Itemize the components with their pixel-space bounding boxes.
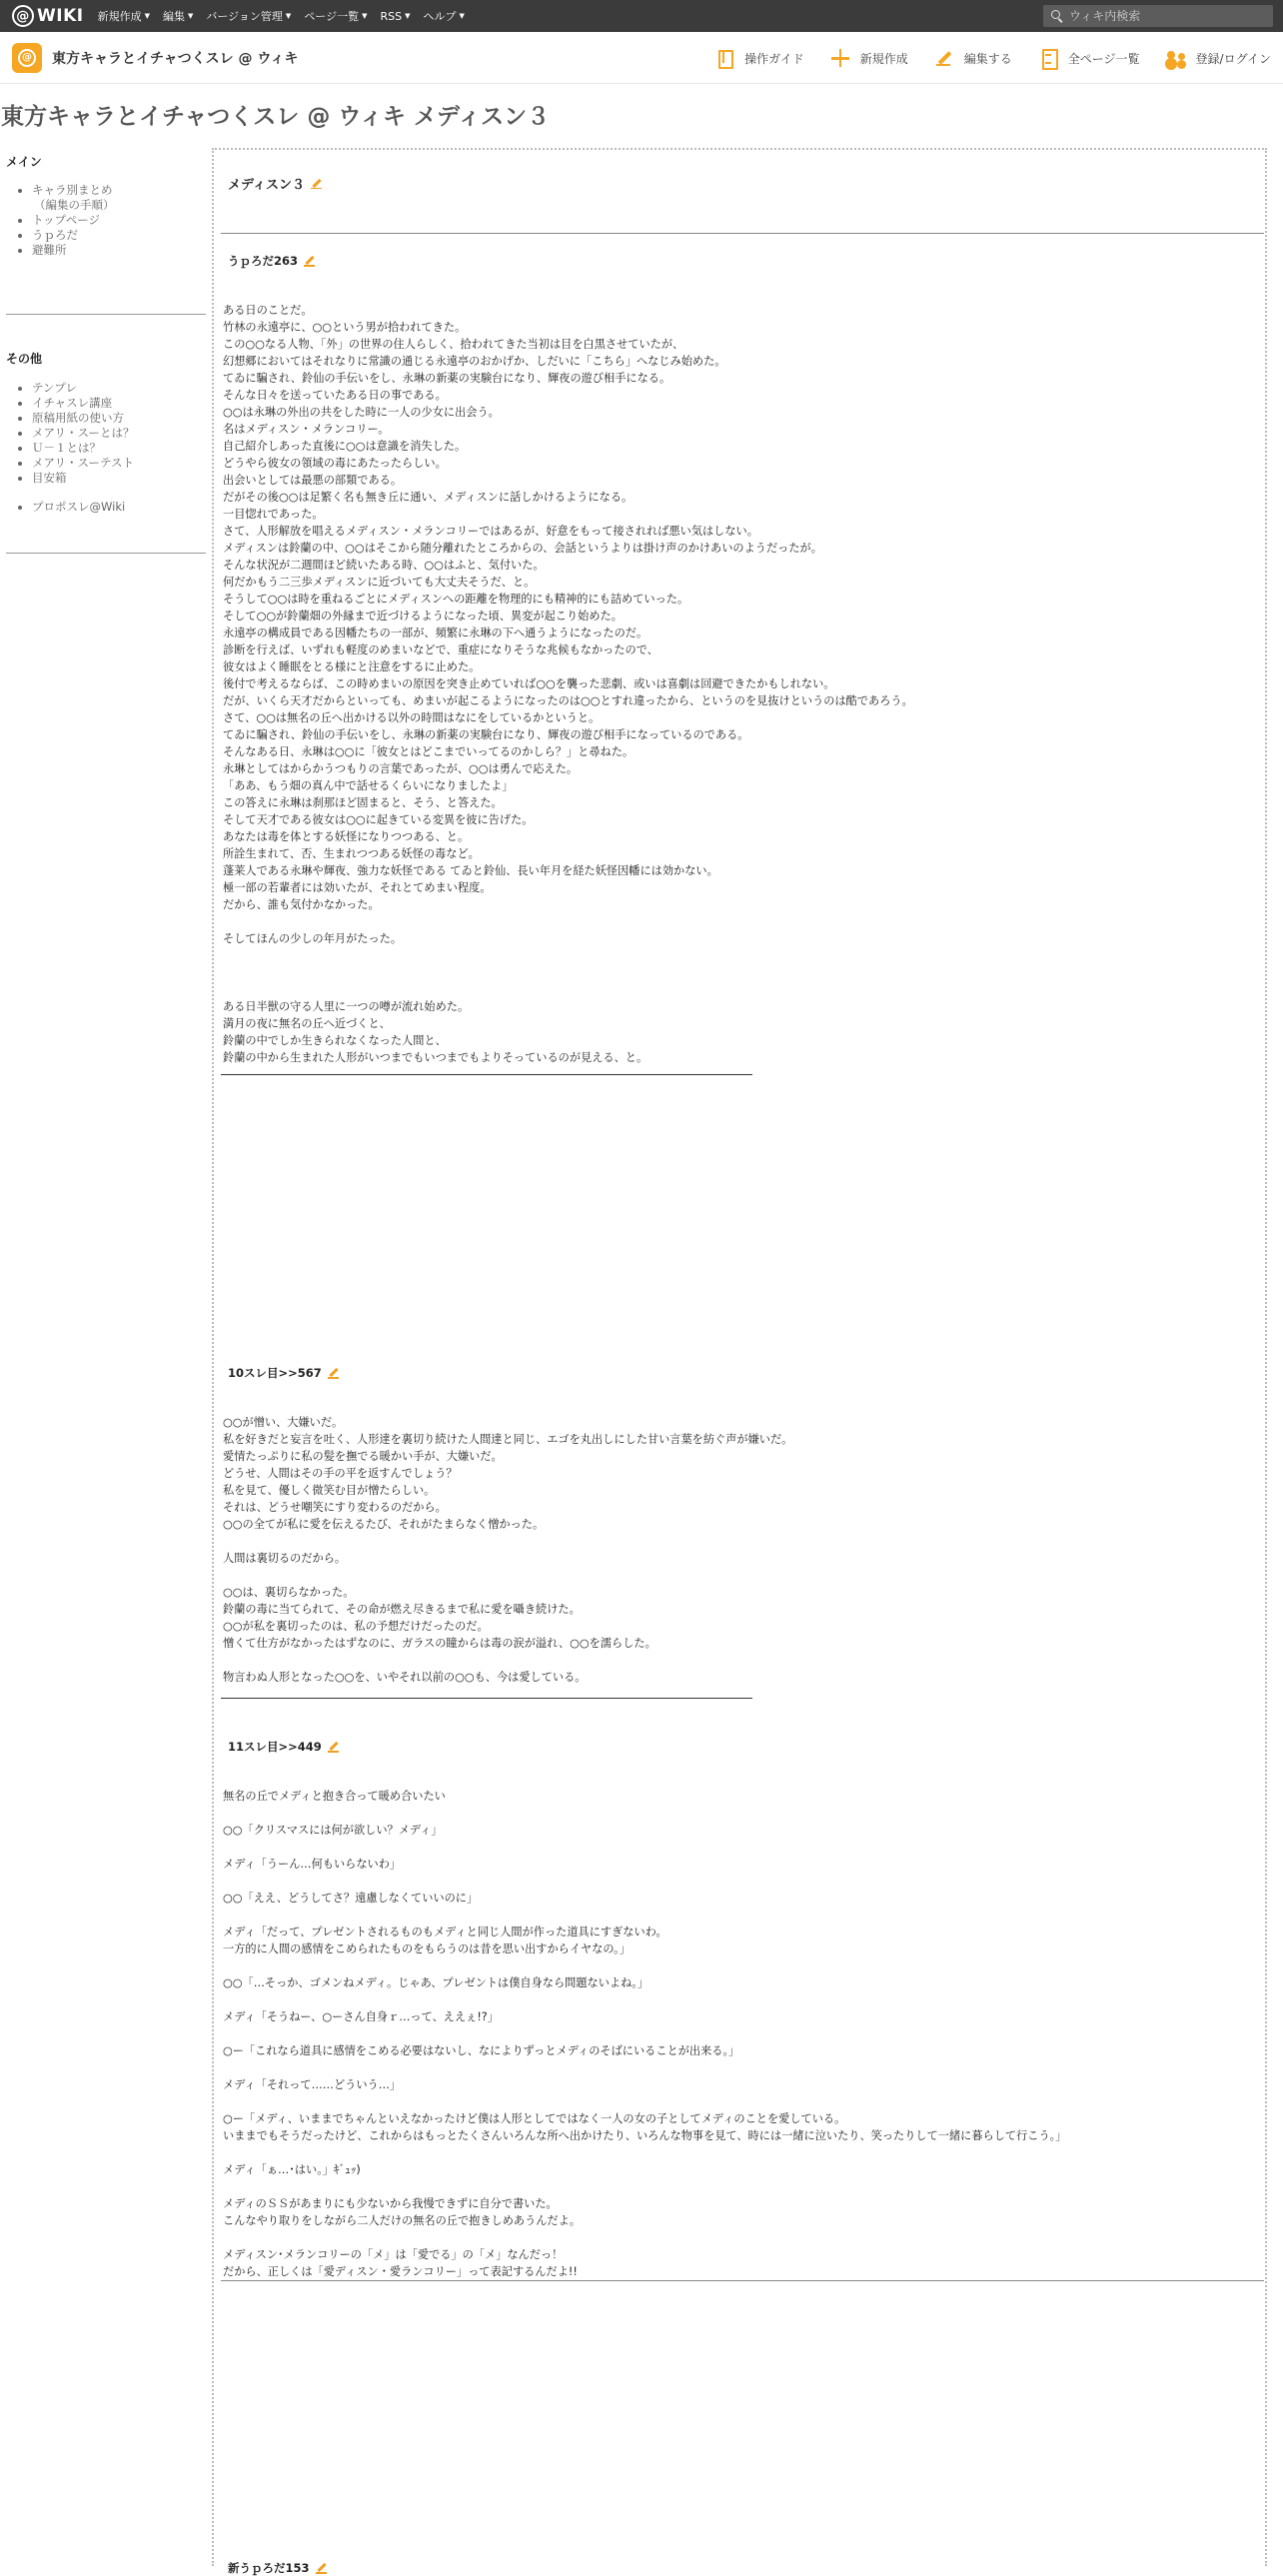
sidebar [0,148,210,554]
menu-pages-label: ページ一覧 [304,10,360,23]
menu-help[interactable] [423,8,464,24]
text-line: どうせ、人間はその手の平を返すんでしょう？ [223,1467,458,1480]
text-line: ○○が私を裏切ったのは、私の予想だけだったのだ。 [223,1620,489,1633]
text-line: そして○○が鈴蘭畑の外縁まで近づけるようになった頃、異変が起こり始めた。 [223,610,623,623]
text-line: だが、いくら天才だからといっても、めまいが起こるようになったのは○○とすれ違ったから、というのを見抜けというのは酷であろう。 [223,694,913,707]
text-line: メディ「うーん…何もいらないわ」 [223,1858,402,1871]
menu-edit-label: 編集 [162,10,185,23]
caret-down-icon: ▼ [144,12,150,20]
text-line: てゐに騙され、鈴仙の手伝いをし、永琳の新薬の実験台になり、輝夜の遊び相手になる。 [223,372,671,385]
sidebar-item [32,228,210,243]
sidebar-other-list [32,381,210,486]
sidebar-item [32,183,210,213]
menu-version[interactable] [206,8,291,24]
text-line: 蓬莱人である永琳や輝夜、強力な妖怪である てゐと鈴仙、長い年月を経た妖怪因幡には効かない。 [223,864,718,877]
guide-icon [714,48,734,68]
edit-pencil-icon[interactable] [304,255,316,267]
text-line: 私を見て、優しく微笑む目が憎たらしい。 [223,1484,436,1497]
login-label: 登録/ログイン [1195,51,1271,66]
new-page-label: 新規作成 [859,51,908,66]
sidebar-item [32,243,210,258]
section-heading-thread11 [228,1739,340,1755]
text-line: 名はメディスン・メランコリー。 [223,423,390,436]
text-line: だから、正しくは「愛ディスン・愛ランコリー」って表記するんだよ!! [223,2265,578,2278]
section-divider [221,2280,1264,2281]
text-line [223,1839,1066,1856]
text-line [223,981,913,998]
menu-edit[interactable] [163,8,193,24]
menu-new-label: 新規作成 [97,10,142,23]
sidebar-item [32,441,210,456]
text-line: 出会いとしては最悪の部類である。 [223,474,403,487]
sidebar-item-uploader[interactable]: うｐろだ [32,228,78,242]
menu-rss[interactable] [380,8,410,24]
menu-rss-label: RSS [380,9,403,23]
text-line: 何だかもう二三歩メディスンに近づいても大丈夫そうだ、と。 [223,576,536,589]
guide-label: 操作ガイド [744,51,804,66]
text-line: 鈴蘭の中から生まれた人形がいつまでもいつまでもよりそっているのが見える、と。 [223,1051,648,1064]
site-header [0,32,1283,84]
text-line: メディ「それって……どういう…」 [223,2078,402,2091]
text-line: 竹林の永遠亭に、○○という男が拾われてきた。 [223,321,467,334]
text-line: 永琳としてはからかうつもりの言葉であったが、○○は勇んで応えた。 [223,762,579,775]
text-line: 「ああ、もう畑の真ん中で話せるくらいになりましたよ」 [223,779,514,792]
section-divider [221,233,1264,234]
global-navbar [0,0,1283,32]
sidebar-item-characters[interactable]: キャラ別まとめ [32,183,113,197]
sidebar-item [32,500,210,515]
text-line: そしてほんの少しの年月がたった。 [223,932,403,945]
text-line: さて、○○は無名の丘へ出かける以外の時間はなにをしているかというと。 [223,711,601,724]
sidebar-item-lecture[interactable]: イチャスレ講座 [32,396,113,410]
text-line: ○○が憎い、大嫌いだ。 [223,1416,344,1429]
text-line: ある日のことだ。 [223,304,313,317]
menu-pages[interactable] [304,8,367,24]
edit-label: 編集する [963,51,1012,66]
logo-text: WIKI [37,6,84,26]
edit-pencil-icon[interactable] [328,1741,340,1753]
edit-pencil-icon[interactable] [316,2562,328,2574]
text-line: さて、人形解放を唱えるメディスン・メランコリーではあるが、好意をもって接されれば悪い気はしない。 [223,525,758,538]
sidebar-item-marysue[interactable]: メアリ・スーとは？ [32,426,135,440]
text-line [223,2144,1066,2161]
sidebar-item-shelter[interactable]: 避難所 [32,243,67,257]
sidebar-item [32,213,210,228]
sidebar-item [32,456,210,471]
sidebar-divider [6,314,206,315]
text-line: この○○なる人物、「外」の世界の住人らしく、拾われてきた当初は目を白黒させていたが、 [223,338,684,351]
sidebar-item-u1[interactable]: Ｕ－１とは？ [32,441,101,455]
text-line [223,1957,1066,1974]
section-title: うｐろだ263 [228,254,299,268]
caret-down-icon: ▼ [459,12,465,20]
caret-down-icon: ▼ [405,12,411,20]
sidebar-divider [6,553,206,554]
text-line: 物言わぬ人形となった○○を、いやそれ以前の○○も、今は愛している。 [223,1671,587,1684]
top-menu [98,8,478,24]
sidebar-item [32,411,210,426]
login-button[interactable] [1166,48,1271,68]
text-line [223,2059,1066,2076]
text-line [223,964,913,981]
sidebar-item-manuscript[interactable]: 原稿用紙の使い方 [32,411,124,425]
menu-new[interactable] [98,8,150,24]
text-line: だがその後○○は足繁く名も無き丘に通い、メディスンに話しかけるようになる。 [223,491,634,504]
text-line [223,1873,1066,1890]
text-line: メディ「そうねー、○ーさん自身ｒ…って、ええぇ!?」 [223,2010,499,2023]
text-line: 人間は裏切るのだから。 [223,1552,347,1565]
text-line [223,2025,1066,2042]
section-heading-upload263 [228,253,316,269]
text-line: こんなやり取りをしながら二人だけの無名の丘で抱きしめあうんだよ。 [223,2214,582,2227]
text-line: ○ー「メディ、いままでちゃんといえなかったけど僕は人形としてではなく一人の女の子としてメディのことを愛している。 [223,2112,846,2125]
text-line [223,2229,1066,2246]
text-line: 私を好きだと妄言を吐く、人形達を裏切り続けた人間達と同じ、エゴを丸出しにした甘い言葉を紡ぐ声が嫌いだ。 [223,1433,793,1446]
section-title: 新うｐろだ153 [228,2561,310,2575]
main-content [212,148,1267,2575]
edit-button[interactable] [934,48,1012,68]
text-line: 後付で考えるならば、この時めまいの原因を突き止めていれば○○を襲った悲劇、或いは喜劇は回避できたかもしれない。 [223,677,835,690]
at-logo-icon: @ [12,5,34,27]
header-actions [688,32,1271,84]
text-line: そんなある日、永琳は○○に「彼女とはどこまでいってるのかしら？」と尋ねた。 [223,745,635,758]
text-line [223,1805,1066,1822]
text-line: メディ「だって、プレゼントされるものもメディと同じ人間が作った道具にすぎないわ。 [223,1926,667,1938]
text-line: 所詮生まれて、否、生まれつつある妖怪の毒など。 [223,847,480,860]
caret-down-icon: ▼ [285,12,292,20]
text-line: 永遠亭の構成員である因幡たちの一部が、頻繁に永琳の下へ通うようになったのだ。 [223,627,648,640]
pencil-icon [934,48,954,68]
sidebar-main-list [32,183,210,258]
text-line [223,1991,1066,2008]
text-line: 一方的に人間の感情をこめられたものをもらうのは昔を思い出すからイヤなの。」 [223,1942,631,1955]
caret-down-icon: ▼ [362,12,368,20]
sidebar-item-propose-wiki[interactable]: プロポスレ@Wiki [32,500,126,514]
section-heading-medicine3 [228,174,323,193]
text-line [223,1907,1066,1924]
text-line: ○○は永琳の外出の共をした時に一人の少女に出会う。 [223,406,500,419]
sidebar-heading-main: メイン [6,155,42,169]
text-line: ある日半獣の守る人里に一つの噂が流れ始めた。 [223,1000,470,1013]
menu-help-label: ヘルプ [423,10,457,23]
text-line: そんな日々を送っていたある日の事である。 [223,389,447,402]
text-line: ○○「…そっか、ゴメンねメディ。じゃあ、プレゼントは僕自身なら問題ないよね。」 [223,1976,649,1989]
new-page-button[interactable] [830,48,908,68]
sidebar-item-suggestion[interactable]: 目安箱 [32,471,67,485]
text-line: そうして○○は時を重ねるごとにメディスンへの距離を物理的にも精神的にも詰めていった。 [223,593,689,606]
sidebar-item-edit-guide[interactable]: （編集の手順） [34,198,115,212]
section-heading-thread10 [228,1365,340,1381]
document-list-icon [1038,48,1058,68]
text-divider [221,1074,752,1075]
sidebar-item [32,426,210,441]
text-line: 鈴蘭の毒に当てられて、その命が燃え尽きるまで私に愛を囁き続けた。 [223,1603,581,1616]
text-line: ○○「クリスマスには何が欲しい？メディ」 [223,1824,443,1837]
text-line: あなたは毒を体とする妖怪になりつつある、と。 [223,830,470,843]
text-line: ○○の全てが私に愛を伝えるたび、それがたまらなく憎かった。 [223,1518,545,1531]
story-text-thread11 [223,1788,1066,2280]
edit-pencil-icon[interactable] [311,178,323,190]
text-line: 憎くて仕方がなかったはずなのに、ガラスの瞳からは毒の涙が溢れ、○○を濡らした。 [223,1637,656,1650]
section-title: 11スレ目>>449 [228,1740,322,1754]
text-line: メディスンは鈴蘭の中、○○はそこから随分離れたところからの、会話というよりは掛け声のかけあいのようだったが。 [223,542,822,555]
section-title: 10スレ目>>567 [228,1366,322,1380]
text-line: 愛情たっぷりに私の髪を撫でる暖かい手が、大嫌いだ。 [223,1450,503,1463]
story-text-thread10 [223,1414,792,1686]
page-title: 東方キャラとイチャつくスレ @ ウィキ メディスン３ [1,104,551,130]
text-line: そして天才である彼女は○○に起きている変異を彼に告げた。 [223,813,534,826]
search-icon[interactable] [1051,10,1063,22]
text-line: メディスン･メランコリーの「メ」は「愛でる」の「メ」なんだっ！ [223,2248,564,2261]
story-text-upload263 [223,302,913,1066]
sidebar-item [32,396,210,411]
text-line: 鈴蘭の中でしか生きられなくなった人間と、 [223,1034,447,1047]
text-line [223,2178,1066,2195]
text-line: メディのＳＳがあまりにも少ないから我慢できずに自分で書いた。 [223,2197,558,2210]
sidebar-extra-list [32,500,210,515]
text-line [223,1652,792,1669]
text-line: ○ー「これなら道具に感情をこめる必要はないし、なによりずっとメディのそばにいることが出来る。」 [223,2044,740,2057]
all-pages-button[interactable] [1038,48,1140,68]
text-line: 幻想郷においてはそれなりに常識の通じる永遠亭のおかげか、しだいに「こちら」へなじみ始めた。 [223,355,726,368]
at-icon: @ [18,49,36,67]
sidebar-heading-other: その他 [6,352,43,366]
search-box [1043,5,1273,27]
text-line: 無名の丘でメディと抱き合って暖め合いたい [223,1790,446,1803]
site-logo-icon[interactable] [12,43,42,73]
text-line: 診断を行えば、いずれも軽度のめまいなどで、重症になりそうな兆候もなかったので、 [223,644,658,656]
sidebar-item-template[interactable]: テンプレ [32,381,77,395]
section-heading-newupload153 [228,2560,328,2576]
menu-version-label: バージョン管理 [206,10,283,23]
text-line: 自己紹介しあった直後に○○は意識を消失した。 [223,440,467,453]
text-line: ○○は、裏切らなかった。 [223,1586,355,1599]
all-pages-label: 全ページ一覧 [1067,51,1140,66]
atwiki-logo[interactable] [12,5,84,27]
sidebar-item [32,471,210,486]
text-line [223,1533,792,1550]
guide-button[interactable] [714,48,804,68]
text-divider [221,1698,752,1699]
text-line: この答えに永琳は刹那ほど固まると、そう、と答えた。 [223,796,503,809]
text-line: 極一部の若輩者には効いたが、それとてめまい程度。 [223,881,492,894]
plus-icon [830,48,850,68]
text-line: 一目惚れであった。 [223,508,324,521]
text-line: だから、誰も気付かなかった。 [223,898,380,911]
text-line [223,2093,1066,2110]
text-line: メディ「ぁ…･はい。」ｷﾞｭｯ) [223,2163,361,2176]
text-line: それは、どうせ嘲笑にすり変わるのだから。 [223,1501,447,1514]
text-line [223,947,913,964]
text-line [223,913,913,930]
text-line: てゐに騙され、鈴仙の手伝いをし、永琳の新薬の実験台になり、輝夜の遊び相手になっているのである。 [223,728,749,741]
text-line: 彼女はよく睡眠をとる様にと注意をするに止めた。 [223,660,481,673]
text-line [223,1567,792,1584]
text-line: 満月の夜に無名の丘へ近づくと、 [223,1017,391,1030]
edit-pencil-icon[interactable] [328,1367,340,1379]
search-input[interactable] [1069,9,1259,23]
section-title: メディスン３ [228,178,305,193]
text-line: そんな状況が二週間ほど続いたある時、○○はふと、気付いた。 [223,559,545,572]
site-title[interactable]: 東方キャラとイチャつくスレ @ ウィキ [52,50,299,67]
users-icon [1166,48,1186,68]
text-line: どうやら彼女の領域の毒にあたったらしい。 [223,457,447,470]
sidebar-item-top[interactable]: トップページ [32,213,100,227]
text-line: ○○「ええ、どうしてさ？遠慮しなくていいのに」 [223,1892,479,1905]
caret-down-icon: ▼ [187,12,194,20]
sidebar-item [32,381,210,396]
text-line: いままでもそうだったけど、これからはもっとたくさんいろんな所へ出かけたり、いろんな物事を見て、時には一緒に泣いたり、笑ったりして一緒に暮らして行こう。」 [223,2129,1067,2142]
sidebar-item-marysue-test[interactable]: メアリ・スーテスト [32,456,135,470]
